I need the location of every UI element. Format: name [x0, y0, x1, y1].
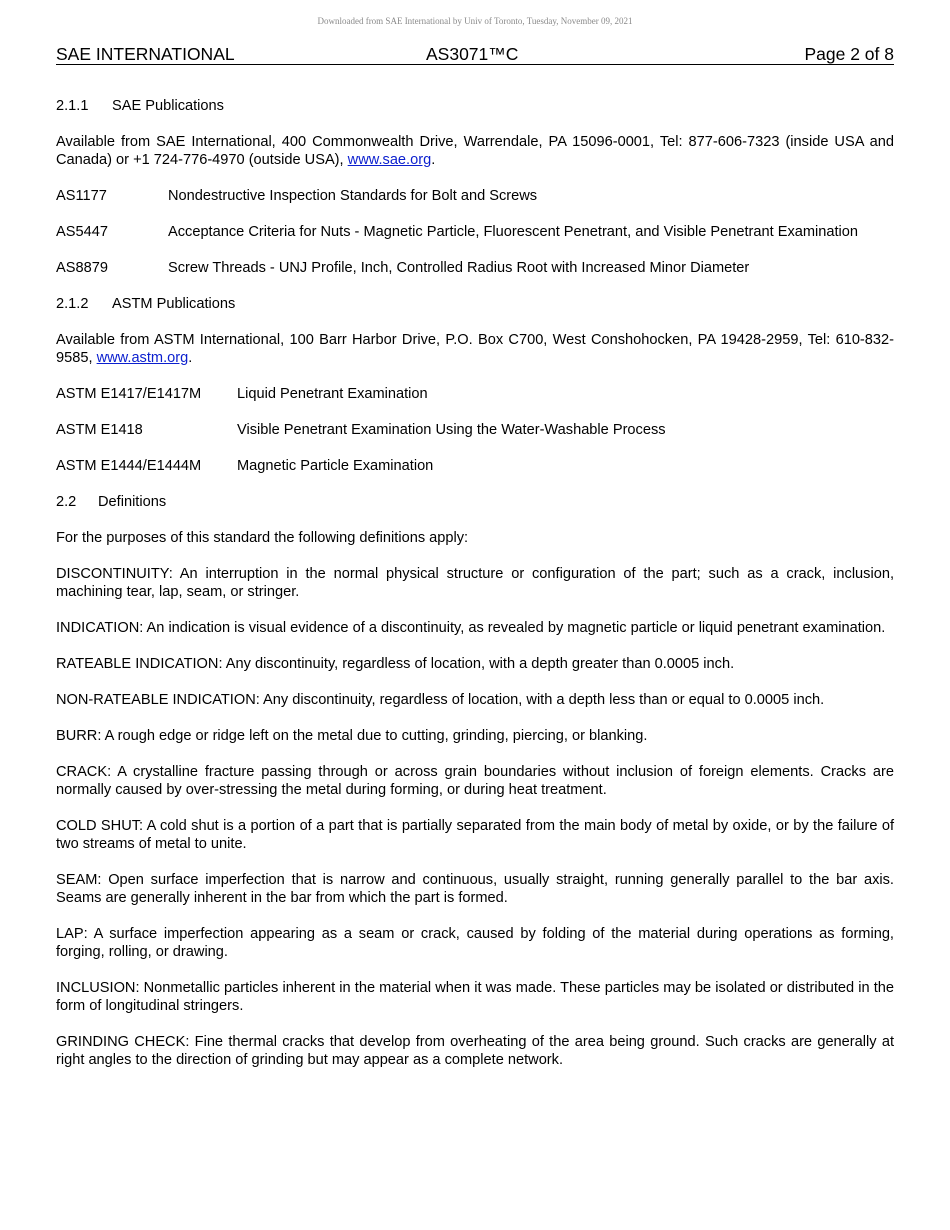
astm-availability-paragraph [56, 331, 894, 367]
definitions-intro: For the purposes of this standard the following definitions apply: [56, 530, 469, 546]
header-document-number: AS3071™C [426, 44, 519, 64]
section-title: SAE Publications [112, 98, 224, 114]
header-page-number: Page 2 of 8 [804, 44, 894, 64]
definition-indication: INDICATION: An indication is visual evidence of a discontinuity, as revealed by magnetic particle or liquid penetrant examination. [56, 620, 886, 636]
reference-description: Acceptance Criteria for Nuts - Magnetic Particle, Fluorescent Penetrant, and Visible Penetrant Examination [168, 224, 859, 240]
reference-code: AS5447 [56, 224, 108, 240]
astm-website-link[interactable]: www.astm.org [96, 350, 189, 366]
reference-code: ASTM E1418 [56, 422, 143, 438]
sae-availability-end: . [431, 152, 436, 168]
reference-code: AS1177 [56, 188, 107, 204]
reference-description: Liquid Penetrant Examination [237, 386, 428, 402]
astm-availability-end: . [188, 350, 193, 366]
page-content [56, 97, 894, 1087]
definition-non-rateable-indication: NON-RATEABLE INDICATION: Any discontinuity, regardless of location, with a depth less than or equal to 0.0005 inch. [56, 692, 825, 708]
reference-row [56, 187, 894, 205]
sae-website-link[interactable]: www.sae.org [347, 152, 432, 168]
section-number: 2.1.1 [56, 98, 89, 114]
section-heading-2-2 [56, 493, 894, 511]
reference-description: Nondestructive Inspection Standards for Bolt and Screws [168, 188, 538, 204]
reference-row [56, 421, 894, 439]
definition-inclusion: INCLUSION: Nonmetallic particles inherent in the material when it was made. These particles may be isolated or distributed in the form of longitudinal stringers. [56, 980, 894, 1014]
download-watermark: Downloaded from SAE International by Univ of Toronto, Tuesday, November 09, 2021 [317, 16, 633, 26]
definition-crack: CRACK: A crystalline fracture passing through or across grain boundaries without inclusion of foreign elements. Cracks are normally caused by over-stressing the metal during forming, or during heat treatment. [56, 764, 894, 798]
reference-code: AS8879 [56, 260, 108, 276]
definition-burr: BURR: A rough edge or ridge left on the metal due to cutting, grinding, piercing, or blanking. [56, 728, 648, 744]
reference-row [56, 223, 894, 241]
section-heading-2-1-1 [56, 97, 894, 115]
definition-cold-shut: COLD SHUT: A cold shut is a portion of a part that is partially separated from the main body of metal by oxide, or by the failure of two streams of metal to unite. [56, 818, 894, 852]
reference-row [56, 457, 894, 475]
definition-rateable-indication: RATEABLE INDICATION: Any discontinuity, regardless of location, with a depth greater than 0.0005 inch. [56, 656, 735, 672]
reference-description: Visible Penetrant Examination Using the Water-Washable Process [237, 422, 666, 438]
section-title: ASTM Publications [112, 296, 236, 312]
section-heading-2-1-2 [56, 295, 894, 313]
definition-grinding-check: GRINDING CHECK: Fine thermal cracks that develop from overheating of the area being ground. Such cracks are generally at right angles to the direction of grinding but may appear as a complete network. [56, 1034, 894, 1068]
page-header [56, 44, 894, 65]
astm-availability-text: Available from ASTM International, 100 Barr Harbor Drive, P.O. Box C700, West Conshohocken, PA 19428-2959, Tel: 610-832-9585, [56, 332, 894, 366]
definition-seam: SEAM: Open surface imperfection that is narrow and continuous, usually straight, running generally parallel to the bar axis. Seams are generally inherent in the bar from which the part is formed. [56, 872, 894, 906]
reference-code: ASTM E1444/E1444M [56, 458, 202, 474]
definition-discontinuity: DISCONTINUITY: An interruption in the normal physical structure or configuration of the part; such as a crack, inclusion, machining tear, lap, seam, or stringer. [56, 566, 894, 600]
reference-row [56, 385, 894, 403]
sae-availability-text: Available from SAE International, 400 Commonwealth Drive, Warrendale, PA 15096-0001, Tel: 877-606-7323 (inside USA and Canada) or +1 724-776-4970 (outside USA), [56, 134, 894, 168]
reference-code: ASTM E1417/E1417M [56, 386, 202, 402]
section-title: Definitions [98, 494, 167, 510]
section-number: 2.1.2 [56, 296, 89, 312]
section-number: 2.2 [56, 494, 77, 510]
sae-availability-paragraph [56, 133, 894, 169]
reference-description: Screw Threads - UNJ Profile, Inch, Controlled Radius Root with Increased Minor Diameter [168, 260, 750, 276]
reference-row [56, 259, 894, 277]
reference-description: Magnetic Particle Examination [237, 458, 434, 474]
header-organization: SAE INTERNATIONAL [56, 44, 235, 64]
definition-lap: LAP: A surface imperfection appearing as a seam or crack, caused by folding of the material during operations as forming, forging, rolling, or drawing. [56, 926, 894, 960]
